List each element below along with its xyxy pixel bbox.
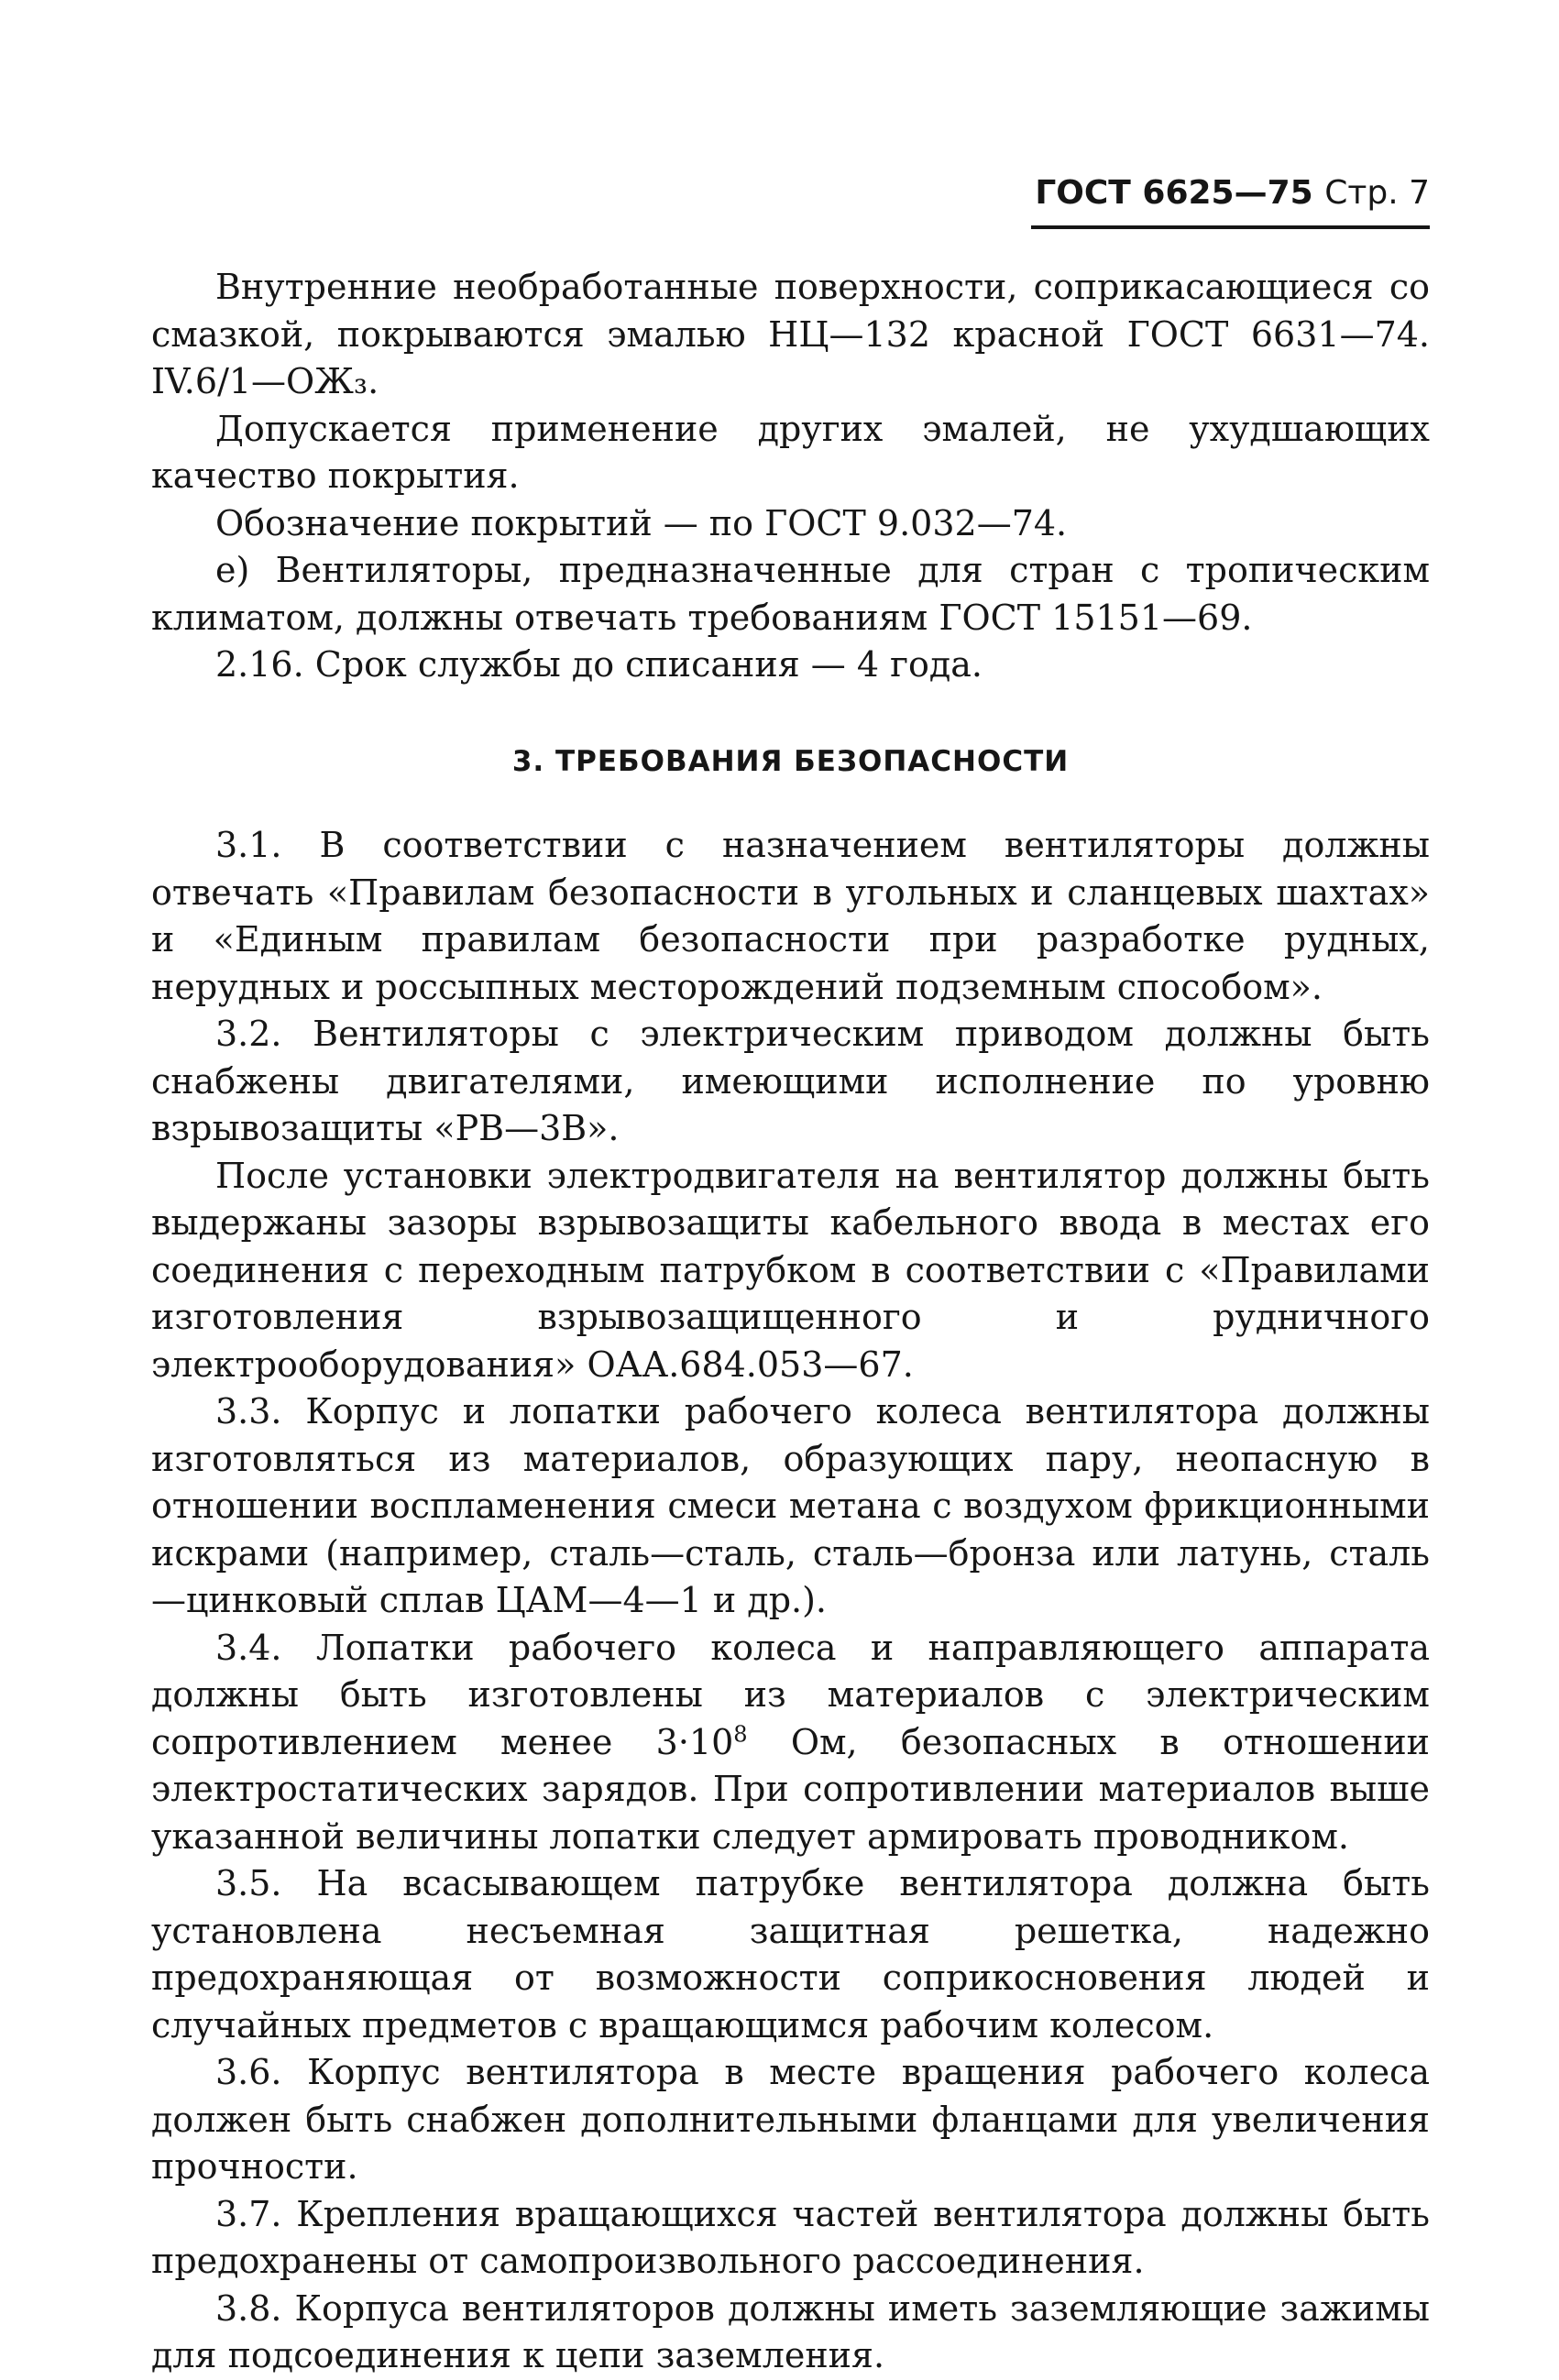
clause-3-4: [151, 1625, 1430, 1861]
header-rule: [1031, 225, 1430, 229]
clause-3-7: 3.7. Крепления вращающихся частей вентилятора должны быть предохранены от самопроизвольного рассоединения.: [151, 2193, 1430, 2281]
clause-3-2: 3.2. Вентиляторы с электрическим приводом должны быть снабжены двигателями, имеющими исполнение по уровню взрывозащиты «РВ—3В».: [151, 1014, 1430, 1148]
clause-3-2-continuation: После установки электродвигателя на вентилятор должны быть выдержаны зазоры взрывозащиты кабельного ввода в местах его соединения с переходным патрубком в соответствии с «Правилами изготовления взрывозащищенного и рудничного электрооборудования» ОАА.684.053—67.: [151, 1155, 1430, 1385]
clause-2-16: 2.16. Срок службы до списания — 4 года.: [215, 644, 983, 685]
page-number: Стр. 7: [1324, 174, 1430, 212]
paragraph-coating: Внутренние необработанные поверхности, соприкасающиеся со смазкой, покрываются эмалью НЦ—132 красной ГОСТ 6631—74. IV.6/1—ОЖ₃.: [151, 267, 1430, 401]
clause-3-4-text-end: Ом, безопасных в отношении электростатических зарядов. При сопротивлении материалов выше указанной величины лопатки следует армировать проводником.: [151, 1721, 1430, 1857]
clause-3-5: 3.5. На всасывающем патрубке вентилятора должна быть установлена несъемная защитная решетка, надежно предохраняющая от возможности соприкосновения людей и случайных предметов с вращающимся рабочим колесом.: [151, 1863, 1430, 2045]
standard-number: ГОСТ 6625—75: [1035, 174, 1313, 212]
clause-3-3: 3.3. Корпус и лопатки рабочего колеса вентилятора должны изготовляться из материалов, образующих пару, неопасную в отношении воспламенения смеси метана с воздухом фрикционными искрами (например, сталь—сталь, сталь—бронза или латунь, сталь—цинковый сплав ЦАМ—4—1 и др.).: [151, 1391, 1430, 1620]
clause-3-1: 3.1. В соответствии с назначением вентиляторы должны отвечать «Правилам безопасности в угольных и сланцевых шахтах» и «Единым правилам безопасности при разработке рудных, нерудных и россыпных месторождений подземным способом».: [151, 825, 1430, 1007]
section-title: 3. ТРЕБОВАНИЯ БЕЗОПАСНОСТИ: [511, 744, 1070, 778]
document-body: [151, 264, 1430, 2380]
clause-3-4-exponent: 8: [733, 1720, 748, 1747]
paragraph-other-enamels: Допускается применение других эмалей, не ухудшающих качество покрытия.: [151, 408, 1430, 496]
clause-3-4-text-start: 3.4. Лопатки рабочего колеса и направляющего аппарата должны быть изготовлены из материалов с электрическим сопротивлением менее 3·10: [151, 1627, 1430, 1762]
clause-3-6: 3.6. Корпус вентилятора в месте вращения рабочего колеса должен быть снабжен дополнительными фланцами для увеличения прочности.: [151, 2052, 1430, 2187]
clause-3-8: 3.8. Корпуса вентиляторов должны иметь заземляющие зажимы для подсоединения к цепи заземления.: [151, 2287, 1430, 2375]
paragraph-tropical: е) Вентиляторы, предназначенные для стран с тропическим климатом, должны отвечать требованиям ГОСТ 15151—69.: [151, 550, 1430, 638]
paragraph-coating-designation: Обозначение покрытий — по ГОСТ 9.032—74.: [215, 502, 1068, 543]
page-header: [1017, 174, 1430, 212]
